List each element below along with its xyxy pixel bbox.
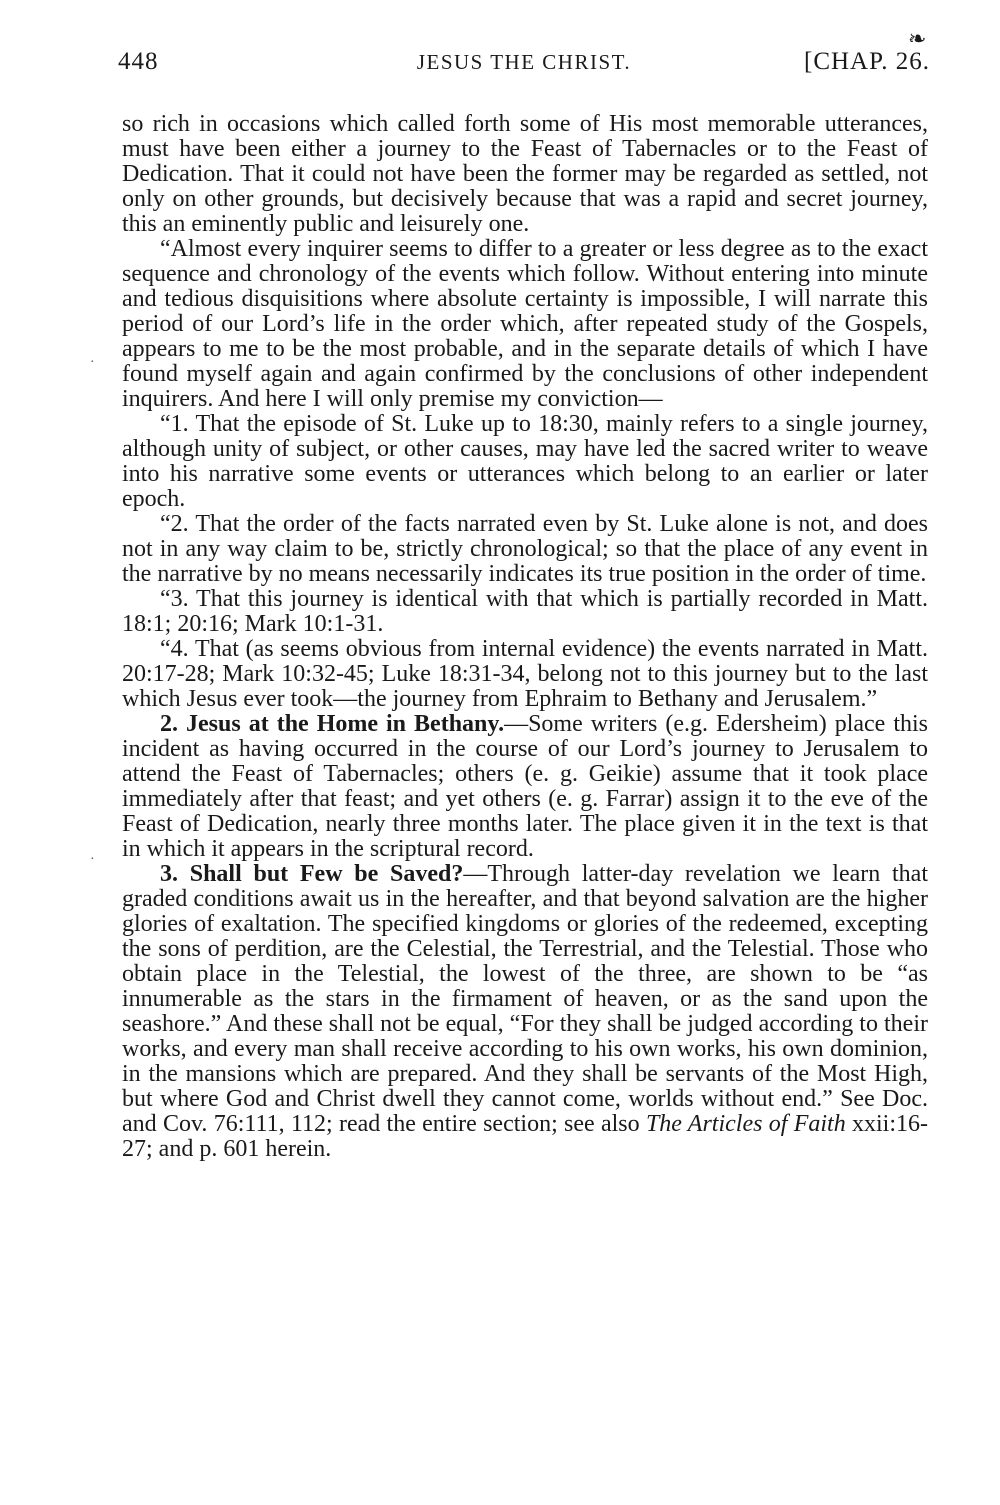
note-text-bethany: —Some writers (e.g. Edersheim) place this incident as having occurred in the course of our Lord’s journey to Jerusalem to attend the Feast of Tabernacles; others (e. g. Geikie) assume that it took place immediately after that feast; and yet others (e. g. Farrar) assign it to the eve of the Feast of Dedication, nearly three months later. The place given it in the text is that in which it appears in the scriptural record. [122,711,929,862]
note-few-saved [122,862,928,1162]
corner-mark: ❧ [908,26,927,51]
note-bethany [122,712,928,862]
note-heading-few-saved: 3. Shall but Few be Saved? [160,861,464,887]
book-title-reference: The Articles of Faith [645,1111,846,1137]
paragraph-continuation: so rich in occasions which called forth some of His most memorable utterances, must have been either a journey to the Feast of Tabernacles or to the Feast of Dedication. That it could not have been the former may be regarded as settled, not only on other grounds, but decisively because that was a rapid and secret journey, this an eminently public and leisurely one. [122,111,928,237]
paragraph-point-2: “2. That the order of the facts narrated even by St. Luke alone is not, and does not in any way claim to be, strictly chronological; so that the place of any event in the narrative by no means necessarily indicates its true position in the order of time. [122,511,928,587]
running-header [118,48,930,88]
note-heading-bethany: 2. Jesus at the Home in Bethany. [160,711,505,737]
chapter-label: [CHAP. 26. [804,48,930,75]
note-text-few-saved: —Through latter-day revelation we learn that graded conditions await us in the hereafter, and that beyond salvation are the higher glories of exaltation. The specified kingdoms or glories of the redeemed, excepting the sons of perdition, are the Celestial, the Terrestrial, and the Telestial. Those who obtain place in the Telestial, the lowest of the three, are shown to be “as innumerable as the stars in the firmament of heaven, or as the sand upon the seashore.” And these shall not be equal, “For they shall be judged according to their works, and every man shall receive according to his own works, his own dominion, in the mansions which are prepared. And they shall be servants of the Most High, but where God and Christ dwell they cannot come, worlds without end.” See Doc. and Cov. 76:111, 112; read the entire section; see also [122,861,928,1137]
paragraph-point-1: “1. That the episode of St. Luke up to 18:30, mainly refers to a single journey, although unity of subject, or other causes, may have led the sacred writer to weave into his narrative some events or utterances which belong to an earlier or later epoch. [122,411,928,512]
margin-dot: · [90,852,95,867]
margin-dot: · [90,355,95,370]
page-body [122,112,928,1162]
paragraph-point-4: “4. That (as seems obvious from internal evidence) the events narrated in Matt. 20:17-28; Mark 10:32-45; Luke 18:31-34, belong not to this journey but to the last which Jesus ever took—the journey from Ephraim to Bethany and Jerusalem.” [122,636,928,712]
running-title: JESUS THE CHRIST. [416,50,632,74]
paragraph-point-3: “3. That this journey is identical with that which is partially recorded in Matt. 18:1; 20:16; Mark 10:1-31. [122,586,928,637]
page-number: 448 [118,48,159,75]
paragraph-quote-intro: “Almost every inquirer seems to differ to a greater or less degree as to the exact sequence and chronology of the events which follow. Without entering into minute and tedious disquisitions where absolute certainty is impossible, I will narrate this period of our Lord’s life in the order which, after repeated study of the Gospels, appears to me to be the most probable, and in the separate details of which I have found myself again and again confirmed by the conclusions of other independent inquirers. And here I will only premise my conviction— [122,236,928,412]
note-text-tail: xxii:16-27; and p. 601 herein. [122,1111,929,1162]
